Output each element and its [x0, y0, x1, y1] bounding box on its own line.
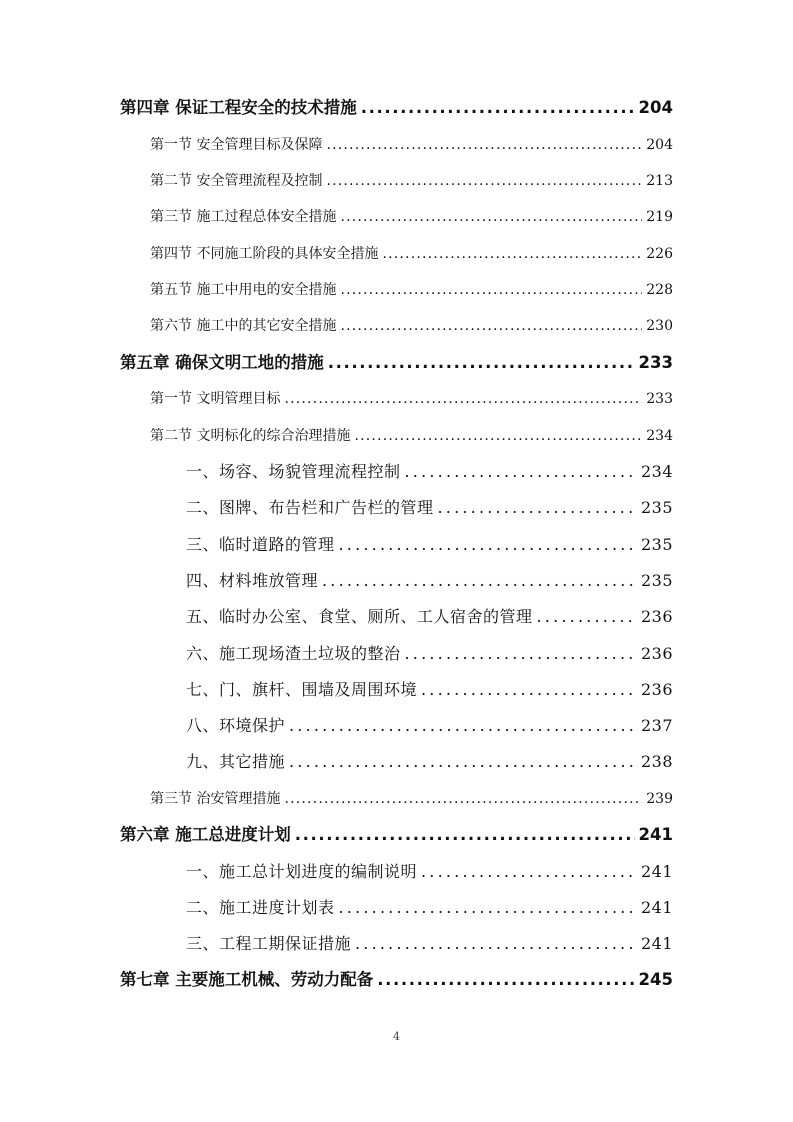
- dot-leader: [326, 166, 642, 196]
- toc-chapter-4[interactable]: [120, 93, 673, 123]
- toc-section-4-6[interactable]: [150, 311, 673, 341]
- toc-entry-page: 204: [638, 98, 673, 117]
- dot-leader: [289, 711, 637, 741]
- toc-entry-page: 219: [646, 209, 673, 225]
- toc-entry-title: 六、施工现场渣土垃圾的整治: [186, 644, 401, 663]
- toc-section-5-3[interactable]: [150, 784, 673, 814]
- toc-item-5-2-8[interactable]: [186, 711, 673, 741]
- toc-entry-page: 234: [640, 462, 673, 481]
- toc-entry-title: 第四章 保证工程安全的技术措施: [120, 98, 357, 117]
- toc-entry-page: 237: [640, 716, 673, 735]
- toc-entry-page: 241: [638, 825, 673, 844]
- dot-leader: [355, 929, 637, 959]
- dot-leader: [295, 820, 635, 850]
- toc-section-5-1[interactable]: [150, 384, 673, 414]
- toc-entry-page: 204: [646, 137, 673, 153]
- toc-entry-title: 第五节 施工中用电的安全措施: [150, 282, 337, 298]
- toc-entry-page: 236: [640, 680, 673, 699]
- toc-entry-page: 226: [646, 246, 673, 262]
- toc-item-5-2-1[interactable]: [186, 457, 673, 487]
- dot-leader: [421, 675, 637, 705]
- toc-item-5-2-4[interactable]: [186, 566, 673, 596]
- toc-item-5-2-3[interactable]: [186, 530, 673, 560]
- toc-section-4-2[interactable]: [150, 166, 673, 196]
- toc-entry-page: 239: [646, 791, 673, 807]
- toc-item-6-3[interactable]: [186, 929, 673, 959]
- toc-chapter-5[interactable]: [120, 348, 673, 378]
- toc-entry-page: 230: [646, 318, 673, 334]
- toc-chapter-6[interactable]: [120, 820, 673, 850]
- toc-entry-title: 第五章 确保文明工地的措施: [120, 353, 324, 372]
- toc-entry-title: 第一节 文明管理目标: [150, 391, 281, 407]
- toc-entry-title: 第六章 施工总进度计划: [120, 825, 291, 844]
- toc-entry-page: 236: [640, 607, 673, 626]
- dot-leader: [421, 857, 637, 887]
- toc-entry-title: 一、场容、场貌管理流程控制: [186, 462, 401, 481]
- toc-entry-title: 第二节 文明标化的综合治理措施: [150, 428, 351, 444]
- toc-item-5-2-9[interactable]: [186, 747, 673, 777]
- dot-leader: [339, 893, 637, 923]
- toc-item-5-2-7[interactable]: [186, 675, 673, 705]
- dot-leader: [284, 384, 642, 414]
- dot-leader: [284, 784, 642, 814]
- toc-entry-page: 233: [646, 391, 673, 407]
- toc-item-5-2-6[interactable]: [186, 639, 673, 669]
- toc-entry-title: 一、施工总计划进度的编制说明: [186, 862, 418, 881]
- toc-entry-page: 233: [638, 353, 673, 372]
- toc-entry-title: 第一节 安全管理目标及保障: [150, 137, 323, 153]
- toc-entry-title: 二、图牌、布告栏和广告栏的管理: [186, 498, 434, 517]
- dot-leader: [382, 239, 642, 269]
- toc-entry-title: 第四节 不同施工阶段的具体安全措施: [150, 246, 379, 262]
- toc-section-4-3[interactable]: [150, 202, 673, 232]
- toc-entry-title: 七、门、旗杆、围墙及周围环境: [186, 680, 418, 699]
- toc-item-5-2-2[interactable]: [186, 493, 673, 523]
- toc-entry-page: 241: [640, 934, 673, 953]
- toc-entry-title: 五、临时办公室、食堂、厕所、工人宿舍的管理: [186, 607, 533, 626]
- dot-leader: [289, 747, 637, 777]
- toc-entry-title: 第三节 治安管理措施: [150, 791, 281, 807]
- dot-leader: [438, 493, 637, 523]
- toc-section-5-2[interactable]: [150, 421, 673, 451]
- toc-item-6-1[interactable]: [186, 857, 673, 887]
- toc-entry-title: 三、临时道路的管理: [186, 535, 335, 554]
- toc-entry-title: 第三节 施工过程总体安全措施: [150, 209, 337, 225]
- toc-entry-page: 235: [640, 535, 673, 554]
- toc-entry-page: 245: [638, 970, 673, 989]
- dot-leader: [405, 639, 637, 669]
- toc-entry-title: 三、工程工期保证措施: [186, 934, 352, 953]
- toc-chapter-7[interactable]: [120, 965, 673, 995]
- dot-leader: [340, 275, 642, 305]
- toc-entry-page: 236: [640, 644, 673, 663]
- dot-leader: [328, 348, 635, 378]
- toc-entry-page: 235: [640, 498, 673, 517]
- toc-entry-title: 二、施工进度计划表: [186, 898, 335, 917]
- toc-section-4-1[interactable]: [150, 130, 673, 160]
- toc-entry-title: 第二节 安全管理流程及控制: [150, 173, 323, 189]
- toc-entry-page: 234: [646, 428, 673, 444]
- dot-leader: [340, 202, 642, 232]
- toc-entry-page: 235: [640, 571, 673, 590]
- toc-entry-page: 238: [640, 752, 673, 771]
- toc-entry-page: 241: [640, 862, 673, 881]
- dot-leader: [340, 311, 642, 341]
- toc-entry-title: 第六节 施工中的其它安全措施: [150, 318, 337, 334]
- toc-section-4-4[interactable]: [150, 239, 673, 269]
- toc-entry-title: 第七章 主要施工机械、劳动力配备: [120, 970, 374, 989]
- dot-leader: [361, 93, 635, 123]
- toc-entry-page: 241: [640, 898, 673, 917]
- toc-item-6-2[interactable]: [186, 893, 673, 923]
- toc-item-5-2-5[interactable]: [186, 602, 673, 632]
- dot-leader: [405, 457, 637, 487]
- dot-leader: [377, 965, 634, 995]
- toc-entry-page: 228: [646, 282, 673, 298]
- toc-entry-page: 213: [646, 173, 673, 189]
- dot-leader: [322, 566, 637, 596]
- toc-section-4-5[interactable]: [150, 275, 673, 305]
- page-number: 4: [393, 1030, 400, 1043]
- dot-leader: [537, 602, 637, 632]
- dot-leader: [326, 130, 642, 160]
- dot-leader: [339, 530, 637, 560]
- toc-entry-title: 八、环境保护: [186, 716, 286, 735]
- toc-entry-title: 四、材料堆放管理: [186, 571, 319, 590]
- toc-entry-title: 九、其它措施: [186, 752, 286, 771]
- dot-leader: [354, 421, 642, 451]
